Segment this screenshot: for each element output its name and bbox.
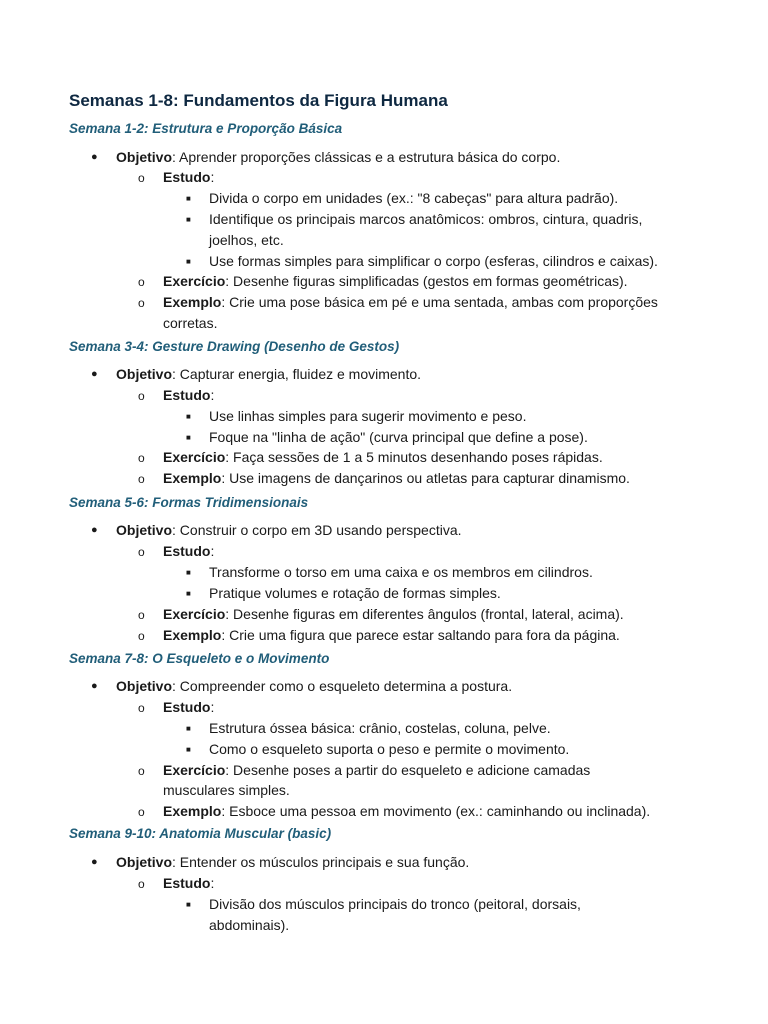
estudo-item: Como o esqueleto suporta o peso e permite o movimento. [209, 741, 570, 757]
exemplo-line: Exemplo: Use imagens de dançarinos ou atletas para capturar dinamismo. [163, 470, 630, 486]
bullet-square: ■ [186, 900, 191, 909]
bullet-circle: o [138, 764, 145, 778]
estudo-line: Estudo: [163, 387, 215, 403]
bullet-circle: o [138, 545, 145, 559]
bullet-circle: o [138, 472, 145, 486]
bullet-circle: o [138, 877, 145, 891]
estudo-item: Use formas simples para simplificar o corpo (esferas, cilindros e caixas). [209, 253, 658, 269]
bullet-square: ■ [186, 589, 191, 598]
exemplo-line: Exemplo: Crie uma figura que parece estar saltando para fora da página. [163, 627, 620, 643]
bullet-dot: ● [91, 151, 98, 163]
estudo-line: Estudo: [163, 875, 215, 891]
estudo-item: Pratique volumes e rotação de formas simples. [209, 585, 501, 601]
bullet-dot: ● [91, 680, 98, 692]
estudo-item: Use linhas simples para sugerir movimento e peso. [209, 408, 527, 424]
bullet-circle: o [138, 701, 145, 715]
estudo-item-continued: abdominais). [209, 917, 290, 933]
bullet-square: ■ [186, 412, 191, 421]
bullet-circle: o [138, 805, 145, 819]
bullet-square: ■ [186, 215, 191, 224]
bullet-square: ■ [186, 745, 191, 754]
bullet-circle: o [138, 389, 145, 403]
exemplo-line: Exemplo: Esboce uma pessoa em movimento (ex.: caminhando ou inclinada). [163, 803, 651, 819]
bullet-circle: o [138, 275, 145, 289]
exemplo-line: Exemplo: Crie uma pose básica em pé e uma sentada, ambas com proporções [163, 294, 658, 310]
bullet-square: ■ [186, 433, 191, 442]
exercicio-line-continued: musculares simples. [163, 782, 290, 798]
page-title: Semanas 1-8: Fundamentos da Figura Humana [69, 91, 448, 110]
estudo-line: Estudo: [163, 543, 215, 559]
bullet-dot: ● [91, 368, 98, 380]
section-heading-week-5-6: Semana 5-6: Formas Tridimensionais [69, 495, 309, 510]
objetivo-line: Objetivo: Entender os músculos principais e sua função. [116, 854, 470, 870]
estudo-item: Identifique os principais marcos anatômicos: ombros, cintura, quadris, [209, 211, 643, 227]
exercicio-line: Exercício: Desenhe figuras em diferentes ângulos (frontal, lateral, acima). [163, 606, 624, 622]
estudo-item: Transforme o torso em uma caixa e os membros em cilindros. [209, 564, 593, 580]
objetivo-line: Objetivo: Construir o corpo em 3D usando perspectiva. [116, 522, 462, 538]
bullet-square: ■ [186, 257, 191, 266]
estudo-item: Foque na "linha de ação" (curva principal que define a pose). [209, 429, 588, 445]
bullet-circle: o [138, 608, 145, 622]
objetivo-line: Objetivo: Capturar energia, fluidez e movimento. [116, 366, 422, 382]
bullet-square: ■ [186, 724, 191, 733]
estudo-item-continued: joelhos, etc. [209, 232, 284, 248]
estudo-item: Divida o corpo em unidades (ex.: "8 cabeças" para altura padrão). [209, 190, 619, 206]
estudo-line: Estudo: [163, 699, 215, 715]
section-heading-week-1-2: Semana 1-2: Estrutura e Proporção Básica [69, 121, 343, 136]
bullet-circle: o [138, 296, 145, 310]
bullet-circle: o [138, 451, 145, 465]
estudo-line: Estudo: [163, 169, 215, 185]
bullet-circle: o [138, 171, 145, 185]
objetivo-line: Objetivo: Aprender proporções clássicas e a estrutura básica do corpo. [116, 149, 561, 165]
section-heading-week-3-4: Semana 3-4: Gesture Drawing (Desenho de Gestos) [69, 339, 400, 354]
estudo-item: Divisão dos músculos principais do tronco (peitoral, dorsais, [209, 896, 581, 912]
estudo-item: Estrutura óssea básica: crânio, costelas, coluna, pelve. [209, 720, 551, 736]
section-heading-week-7-8: Semana 7-8: O Esqueleto e o Movimento [69, 651, 330, 666]
section-heading-week-9-10: Semana 9-10: Anatomia Muscular (basic) [69, 826, 332, 841]
bullet-square: ■ [186, 568, 191, 577]
exemplo-line-continued: corretas. [163, 315, 218, 331]
bullet-dot: ● [91, 524, 98, 536]
objetivo-line: Objetivo: Compreender como o esqueleto determina a postura. [116, 678, 513, 694]
bullet-circle: o [138, 629, 145, 643]
exercicio-line: Exercício: Faça sessões de 1 a 5 minutos desenhando poses rápidas. [163, 449, 603, 465]
exercicio-line: Exercício: Desenhe poses a partir do esqueleto e adicione camadas [163, 762, 591, 778]
exercicio-line: Exercício: Desenhe figuras simplificadas (gestos em formas geométricas). [163, 273, 628, 289]
bullet-dot: ● [91, 856, 98, 868]
bullet-square: ■ [186, 194, 191, 203]
